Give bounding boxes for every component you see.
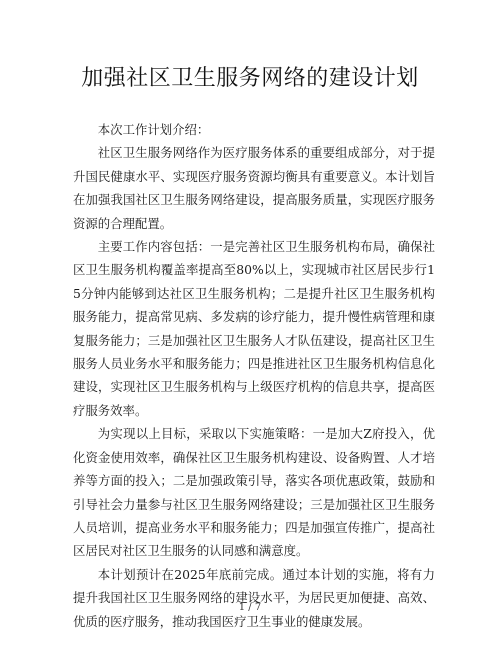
paragraph-conclusion: 本计划预计在2025年底前完成。通过本计划的实施，将有力提升我国社区卫生服务网络的建设水平，为居民更加便捷、高效、优质的医疗服务，推动我国医疗卫生事业的健康发展。 xyxy=(73,566,435,629)
paragraph-strategies: 为实现以上目标，采取以下实施策略：一是加大Z府投入，优化资金使用效率，确保社区卫生服务机构建设、设备购置、人才培养等方面的投入；二是加强政策引导，落实各项优惠政策，鼓励和引导社会力量参与社区卫生服务网络建设；三是加强社区卫生服务人员培训，提高业务水平和服务能力；四是加强宣传推广，提高社区居民对社区卫生服务的认同感和满意度。 xyxy=(73,426,435,559)
paragraph-intro-heading: 本次工作计划介绍： xyxy=(97,122,210,137)
document-body xyxy=(73,118,435,633)
paragraph-main-work: 主要工作内容包括：一是完善社区卫生服务机构布局，确保社区卫生服务机构覆盖率提高至80%以上，实现城市社区居民步行15分钟内能够到达社区卫生服务机构；二是提升社区卫生服务机构服务能力，提高常见病、多发病的诊疗能力，提升慢性病管理和康复服务能力；三是加强社区卫生服务人才队伍建设，提高社区卫生服务人员业务水平和服务能力；四是推进社区卫生服务机构信息化建设，实现社区卫生服务机构与上级医疗机构的信息共享，提高医疗服务效率。 xyxy=(73,239,435,418)
document-title: 加强社区卫生服务网络的建设计划 xyxy=(81,66,419,91)
paragraph-background: 社区卫生服务网络作为医疗服务体系的重要组成部分，对于提升国民健康水平、实现医疗服务资源均衡具有重要意义。本计划旨在加强我国社区卫生服务网络建设，提高服务质量，实现医疗服务资源的合理配置。 xyxy=(73,145,435,231)
page-number: 1 / 7 xyxy=(238,602,262,613)
